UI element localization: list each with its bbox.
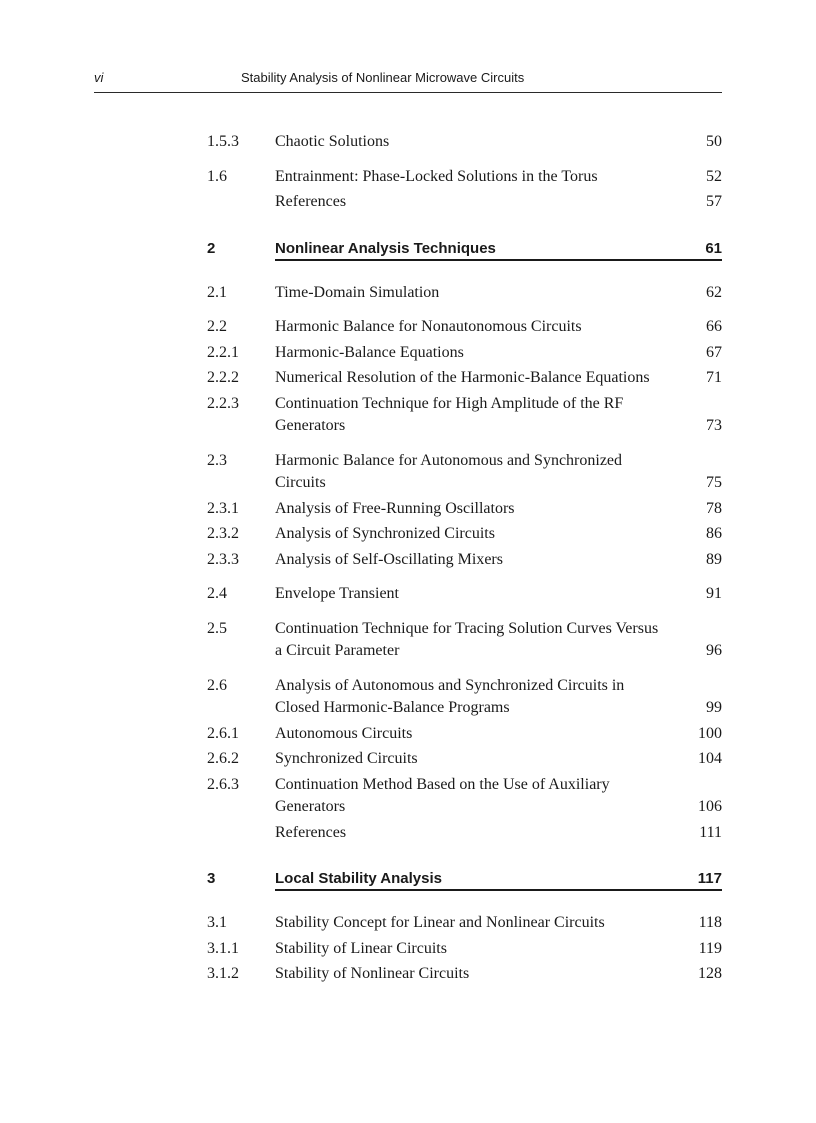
toc-entry-number: 2.3.3 [207,550,239,568]
toc-entry [207,963,722,986]
toc-entry-number: 2.6.3 [207,775,239,793]
toc-entry-page: 128 [698,965,722,982]
toc-entry-page: 117 [697,870,722,887]
toc-entry-number: 2.2 [207,318,227,335]
toc-entry-title: Harmonic Balance for Nonautonomous Circuits [275,318,582,335]
toc-entry [207,166,722,189]
toc-entry-page: 99 [706,699,722,716]
toc-entry-page: 106 [698,798,722,815]
toc-chapter-heading [207,868,722,890]
toc-entry [207,748,722,771]
toc-entry-page: 52 [706,167,722,185]
toc-entry-title: Continuation Technique for Tracing Solution Curves Versus a Circuit Parameter [275,619,659,659]
toc-entry [207,523,722,546]
chapter-underline [275,889,722,891]
toc-entry-page: 67 [706,343,722,361]
table-of-contents [207,131,722,986]
toc-entry-page: 111 [699,823,722,841]
toc-entry-title: Chaotic Solutions [275,133,390,150]
toc-entry-page: 75 [706,474,722,491]
toc-entry-number: 1.6 [207,167,227,185]
toc-entry-number: 2.3.2 [207,525,239,542]
toc-entry-title: Autonomous Circuits [275,724,413,742]
toc-entry-page: 104 [698,750,722,767]
toc-entry-number: 3 [207,870,216,887]
toc-entry-number: 2.2.1 [207,343,239,361]
toc-entry-title: Harmonic-Balance Equations [275,343,464,361]
toc-entry [207,675,722,720]
toc-entry-page: 100 [698,724,722,742]
toc-entry-page: 61 [705,239,722,257]
toc-entry-page: 91 [706,585,722,602]
toc-entry [207,912,722,935]
toc-entry-number: 2.1 [207,283,227,301]
toc-entry-number: 2.3 [207,451,227,469]
toc-entry-page: 66 [706,318,722,335]
toc-entry-page: 86 [706,525,722,542]
toc-entry-title: Numerical Resolution of the Harmonic-Balance Equations [275,369,650,386]
toc-entry-page: 119 [698,939,722,957]
toc-entry-number: 2 [207,239,216,257]
toc-entry [207,723,722,746]
running-title: Stability Analysis of Nonlinear Microwave Circuits [241,70,525,85]
toc-entry-title: Nonlinear Analysis Techniques [275,239,496,257]
toc-entry-title: Entrainment: Phase-Locked Solutions in the Torus [275,167,598,185]
toc-entry-number: 2.5 [207,619,227,637]
running-header [94,70,722,93]
toc-entry-title: Continuation Method Based on the Use of Auxiliary Generators [275,775,610,815]
toc-entry [207,282,722,305]
toc-entry [207,618,722,663]
toc-entry-title: Analysis of Autonomous and Synchronized Circuits in Closed Harmonic-Balance Programs [275,676,625,716]
toc-entry-title: Local Stability Analysis [275,870,442,887]
toc-entry-title: Analysis of Self-Oscillating Mixers [275,550,503,568]
toc-entry-title: Analysis of Free-Running Oscillators [275,499,515,517]
toc-entry [207,393,722,438]
toc-entry-title: Stability of Nonlinear Circuits [275,965,470,982]
toc-entry [207,774,722,819]
toc-entry-title: Analysis of Synchronized Circuits [275,525,495,542]
toc-entry-title: Harmonic Balance for Autonomous and Synchronized Circuits [275,451,623,491]
toc-entry-page: 57 [706,193,722,210]
toc-entry-number: 3.1.2 [207,965,239,982]
toc-entry-title: Continuation Technique for High Amplitude of the RF Generators [275,394,624,434]
toc-entry-page: 78 [706,499,722,517]
toc-entry [207,822,722,845]
toc-entry [207,583,722,606]
toc-entry-number: 3.1 [207,914,227,931]
toc-entry-page: 96 [706,642,722,659]
toc-entry-page: 50 [706,133,722,150]
toc-chapter-heading [207,238,722,260]
toc-entry-title: Envelope Transient [275,585,399,602]
toc-entry [207,367,722,390]
toc-entry-number: 2.3.1 [207,499,239,517]
toc-entry-title: References [275,193,347,210]
toc-entry-number: 2.4 [207,585,227,602]
toc-entry-page: 89 [706,550,722,568]
toc-entry-number: 2.6 [207,676,227,694]
toc-entry [207,191,722,214]
toc-entry-page: 118 [698,914,722,931]
toc-entry-title: Stability Concept for Linear and Nonlinear Circuits [275,914,605,931]
toc-entry-number: 2.6.2 [207,750,239,767]
toc-entry-number: 2.2.3 [207,394,239,412]
toc-entry-title: Time-Domain Simulation [275,283,440,301]
toc-entry [207,342,722,365]
toc-entry-title: Synchronized Circuits [275,750,418,767]
page-folio: vi [94,70,104,85]
toc-entry [207,938,722,961]
toc-entry-page: 73 [706,417,722,434]
toc-entry-number: 3.1.1 [207,939,239,957]
toc-entry [207,316,722,339]
toc-entry [207,549,722,572]
toc-entry-number: 1.5.3 [207,133,239,150]
toc-entry-number: 2.2.2 [207,369,239,386]
toc-entry [207,498,722,521]
toc-entry [207,131,722,154]
toc-entry-page: 71 [706,369,722,386]
toc-entry-page: 62 [706,283,722,301]
toc-entry-title: Stability of Linear Circuits [275,939,447,957]
toc-entry-number: 2.6.1 [207,724,239,742]
chapter-underline [275,259,722,261]
toc-entry-title: References [275,823,347,841]
toc-entry [207,450,722,495]
